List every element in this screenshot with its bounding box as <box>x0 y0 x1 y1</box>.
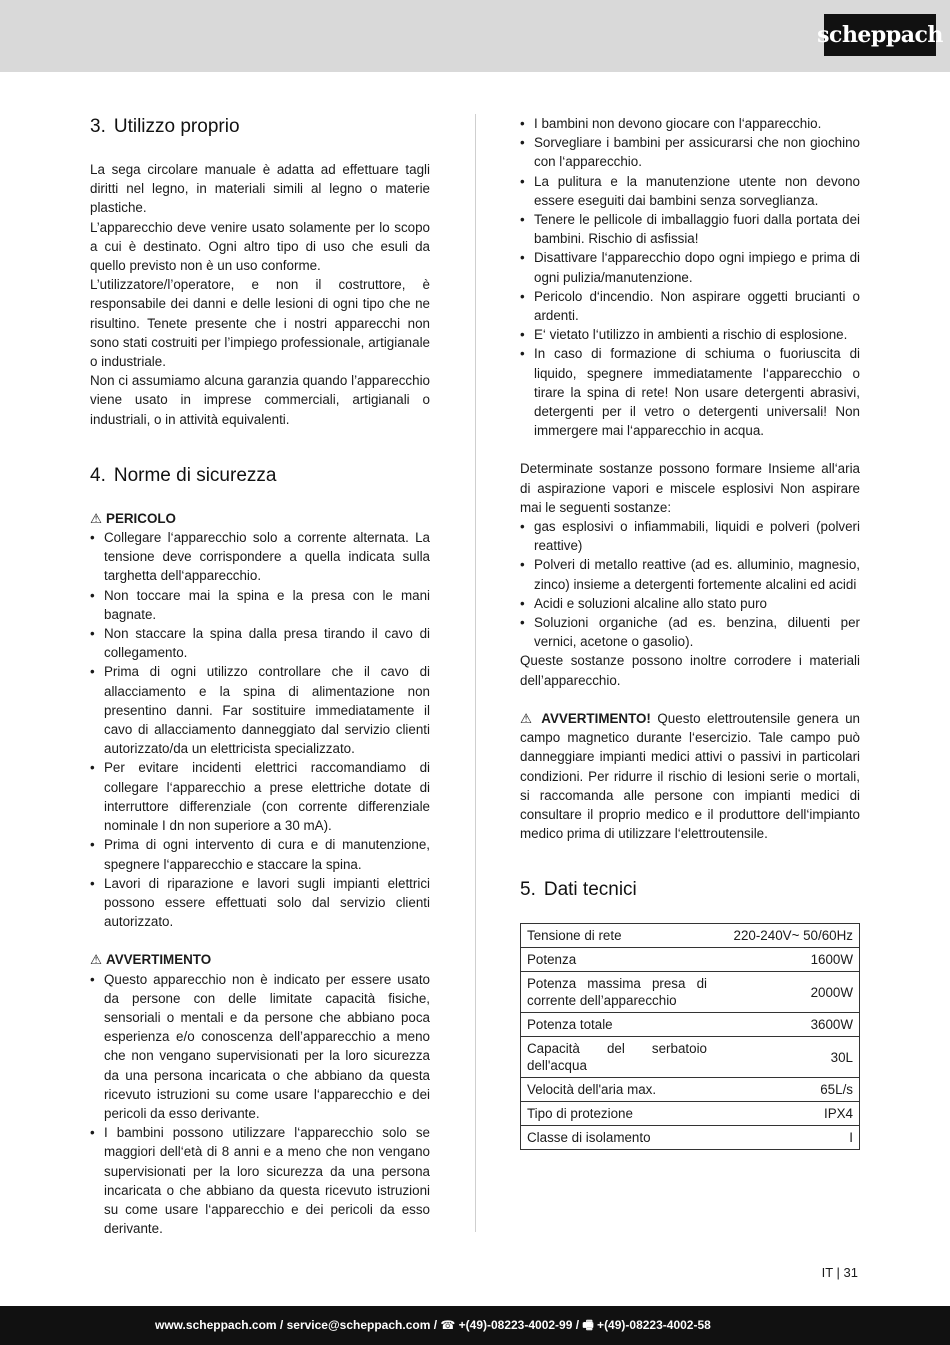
warning-triangle-icon: ⚠ <box>90 952 103 968</box>
section-3-heading <box>90 114 430 140</box>
list-item: • I bambini non devono giocare con l‘apparecchio. <box>520 114 860 133</box>
page-number: IT | 31 <box>821 1265 858 1280</box>
substances-outro: Queste sostanze possono inoltre corrodere i materiali dell’apparecchio. <box>520 653 860 688</box>
avvertimento2-paragraph <box>520 709 860 843</box>
section-3-title: Utilizzo proprio <box>113 116 240 137</box>
tech-label: Tipo di protezione <box>521 1102 714 1126</box>
list-item: • Soluzioni organiche (ad es. benzina, diluenti per vernici, acetone o gasolio). <box>520 613 860 651</box>
pericolo-heading <box>90 509 430 528</box>
table-row <box>521 972 860 1013</box>
right-column <box>520 114 860 1150</box>
list-item: • I bambini possono utilizzare l‘apparecchio solo se maggiori dell‘età di 8 anni e a meno che non vengano supervisionati per la loro sicurezza da una persona incaricata o che abbiano da questa ricevuto istruzioni su come usare l‘apparecchio e dei pericoli da esso derivante. <box>90 1123 430 1238</box>
tech-label: Potenza massima presa di corrente dell’apparecchio <box>521 972 714 1013</box>
table-row <box>521 1078 860 1102</box>
s3-paragraph: L’apparecchio deve venire usato solamente per lo scopo a cui è destinato. Ogni altro tipo di uso che esuli da quello previsto non è un uso conforme. <box>90 219 430 274</box>
tech-value: 220-240V~ 50/60Hz <box>713 924 860 948</box>
section-5-heading <box>520 877 860 903</box>
tech-label: Velocità dell'aria max. <box>521 1078 714 1102</box>
table-row <box>521 1126 860 1150</box>
avvertimento2-text: Questo elettroutensile genera un campo magnetico durante l‘esercizio. Tale campo può danneggiare impianti medici attivi o passivi in particolari condizioni. Per ridurre il rischio di lesioni serie o mortali, si raccomanda alle persone con impianti medici di consultare il proprio medico e il produttore dell‘impianto medico prima di utilizzare l‘elettroutensile. <box>520 710 860 842</box>
brand-logo: scheppach <box>824 14 936 56</box>
list-item: • Sorvegliare i bambini per assicurarsi che non giochino con l‘apparecchio. <box>520 133 860 171</box>
list-item: • Prima di ogni intervento di cura e di manutenzione, spegnere l‘apparecchio e staccare la spina. <box>90 835 430 873</box>
left-column <box>90 114 430 1238</box>
tech-label: Classe di isolamento <box>521 1126 714 1150</box>
table-row <box>521 948 860 972</box>
avvertimento-heading <box>90 950 430 969</box>
tech-data-table <box>520 923 860 1150</box>
tech-label: Tensione di rete <box>521 924 714 948</box>
list-item: • Collegare l‘apparecchio solo a corrente alternata. La tensione deve corrispondere a quella indicata sulla targhetta dell‘apparecchio. <box>90 528 430 586</box>
substances-list <box>520 517 860 651</box>
list-item: • Polveri di metallo reattive (ad es. alluminio, magnesio, zinco) insieme a detergenti fortemente alcalini ed acidi <box>520 555 860 593</box>
pericolo-list <box>90 528 430 931</box>
table-row <box>521 1013 860 1037</box>
s3-paragraph: Non ci assumiamo alcuna garanzia quando l’apparecchio viene usato in imprese commerciali, artigianali o industriali, o in attività equivalenti. <box>90 373 430 427</box>
table-row <box>521 1037 860 1078</box>
tech-value: 65L/s <box>713 1078 860 1102</box>
section-4-heading <box>90 463 430 489</box>
substances-intro: Determinate sostanze possono formare Insieme all‘aria di aspirazione vapori e miscele esplosivi Non aspirare mai le seguenti sostanze: <box>520 461 860 515</box>
avvertimento-list <box>90 970 430 1239</box>
warning-triangle-icon: ⚠ <box>90 510 103 526</box>
tech-value: 3600W <box>713 1013 860 1037</box>
footer-band <box>0 1306 950 1345</box>
tech-value: 2000W <box>713 972 860 1013</box>
column-divider <box>475 114 476 1232</box>
list-item: • La pulitura e la manutenzione utente non devono essere eseguiti dai bambini senza sorveglianza. <box>520 172 860 210</box>
list-item: • E‘ vietato l‘utilizzo in ambienti a rischio di esplosione. <box>520 325 860 344</box>
tech-label: Potenza totale <box>521 1013 714 1037</box>
warning-triangle-icon: ⚠ <box>520 710 542 726</box>
safety-list-continued <box>520 114 860 440</box>
list-item: • In caso di formazione di schiuma o fuoriuscita di liquido, spegnere immediatamente l‘apparecchio o tirare la spina di rete! Non usare detergenti abrasivi, detergenti per il vetro o detergenti universali! Non immergere mai l‘apparecchio in acqua. <box>520 344 860 440</box>
tech-value: I <box>713 1126 860 1150</box>
section-3-number: 3. <box>90 116 106 137</box>
list-item: • Tenere le pellicole di imballaggio fuori dalla portata dei bambini. Rischio di asfissia! <box>520 210 860 248</box>
list-item: • Prima di ogni utilizzo controllare che il cavo di allacciamento e la spina di alimentazione non presentino danni. Far sostituire immediatamente il cavo di allacciamento danneggiato dal servizio clienti autorizzato/da un elettricista specializzato. <box>90 662 430 758</box>
tech-value: 30L <box>713 1037 860 1078</box>
tech-label: Potenza <box>521 948 714 972</box>
s3-paragraph: La sega circolare manuale è adatta ad effettuare tagli diritti nel legno, in materiali simili al legno o materie plastiche. <box>90 162 430 216</box>
section-5-title: Dati tecnici <box>543 879 637 901</box>
s3-paragraph: L’utilizzatore/l’operatore, e non il costruttore, è responsabile dei danni e delle lesioni di ogni tipo che ne risultino. Tenete presente che i nostri apparecchi non sono stati costruiti per l’impiego professionale, artigianale o industriale. <box>90 277 430 370</box>
list-item: • Acidi e soluzioni alcaline allo stato puro <box>520 594 860 613</box>
avvertimento-title: AVVERTIMENTO <box>106 952 212 968</box>
section-5-number: 5. <box>520 879 536 901</box>
list-item: • gas esplosivi o infiammabili, liquidi e polveri (polveri reattive) <box>520 517 860 555</box>
list-item: • Non toccare mai la spina e la presa con le mani bagnate. <box>90 586 430 624</box>
table-row <box>521 924 860 948</box>
footer-contact: www.scheppach.com / service@scheppach.com / ☎ +(49)-08223-4002-99 / 🖷 +(49)-08223-4002-58 <box>155 1318 711 1332</box>
section-4-title: Norme di sicurezza <box>113 464 277 486</box>
table-row <box>521 1102 860 1126</box>
list-item: • Per evitare incidenti elettrici raccomandiamo di collegare l‘apparecchio a prese elettriche dotate di interruttore differenziale (con corrente differenziale nominale I dn non superiore a 30 mA). <box>90 758 430 835</box>
section-4-number: 4. <box>90 464 106 486</box>
avvertimento2-title: AVVERTIMENTO! <box>541 710 651 726</box>
list-item: • Disattivare l‘apparecchio dopo ogni impiego e prima di ogni pulizia/manutenzione. <box>520 248 860 286</box>
list-item: • Lavori di riparazione e lavori sugli impianti elettrici possono essere effettuati solo dal servizio clienti autorizzato. <box>90 874 430 932</box>
tech-label: Capacità del serbatoio dell'acqua <box>521 1037 714 1078</box>
list-item: • Non staccare la spina dalla presa tirando il cavo di collegamento. <box>90 624 430 662</box>
list-item: • Questo apparecchio non è indicato per essere usato da persone con delle limitate capacità fisiche, sensoriali o mentali e da persone che abbiano poca esperienza e/o conoscenza dell’apparecchio a meno che non vengano supervisionati per la loro sicurezza da una persona incaricata o che abbiano da questa ricevuto istruzioni su come usare l‘apparecchio e dei pericoli da esso derivante. <box>90 970 430 1124</box>
list-item: • Pericolo d‘incendio. Non aspirare oggetti brucianti o ardenti. <box>520 287 860 325</box>
pericolo-title: PERICOLO <box>106 510 176 526</box>
header-band <box>0 0 950 72</box>
tech-value: IPX4 <box>713 1102 860 1126</box>
tech-value: 1600W <box>713 948 860 972</box>
